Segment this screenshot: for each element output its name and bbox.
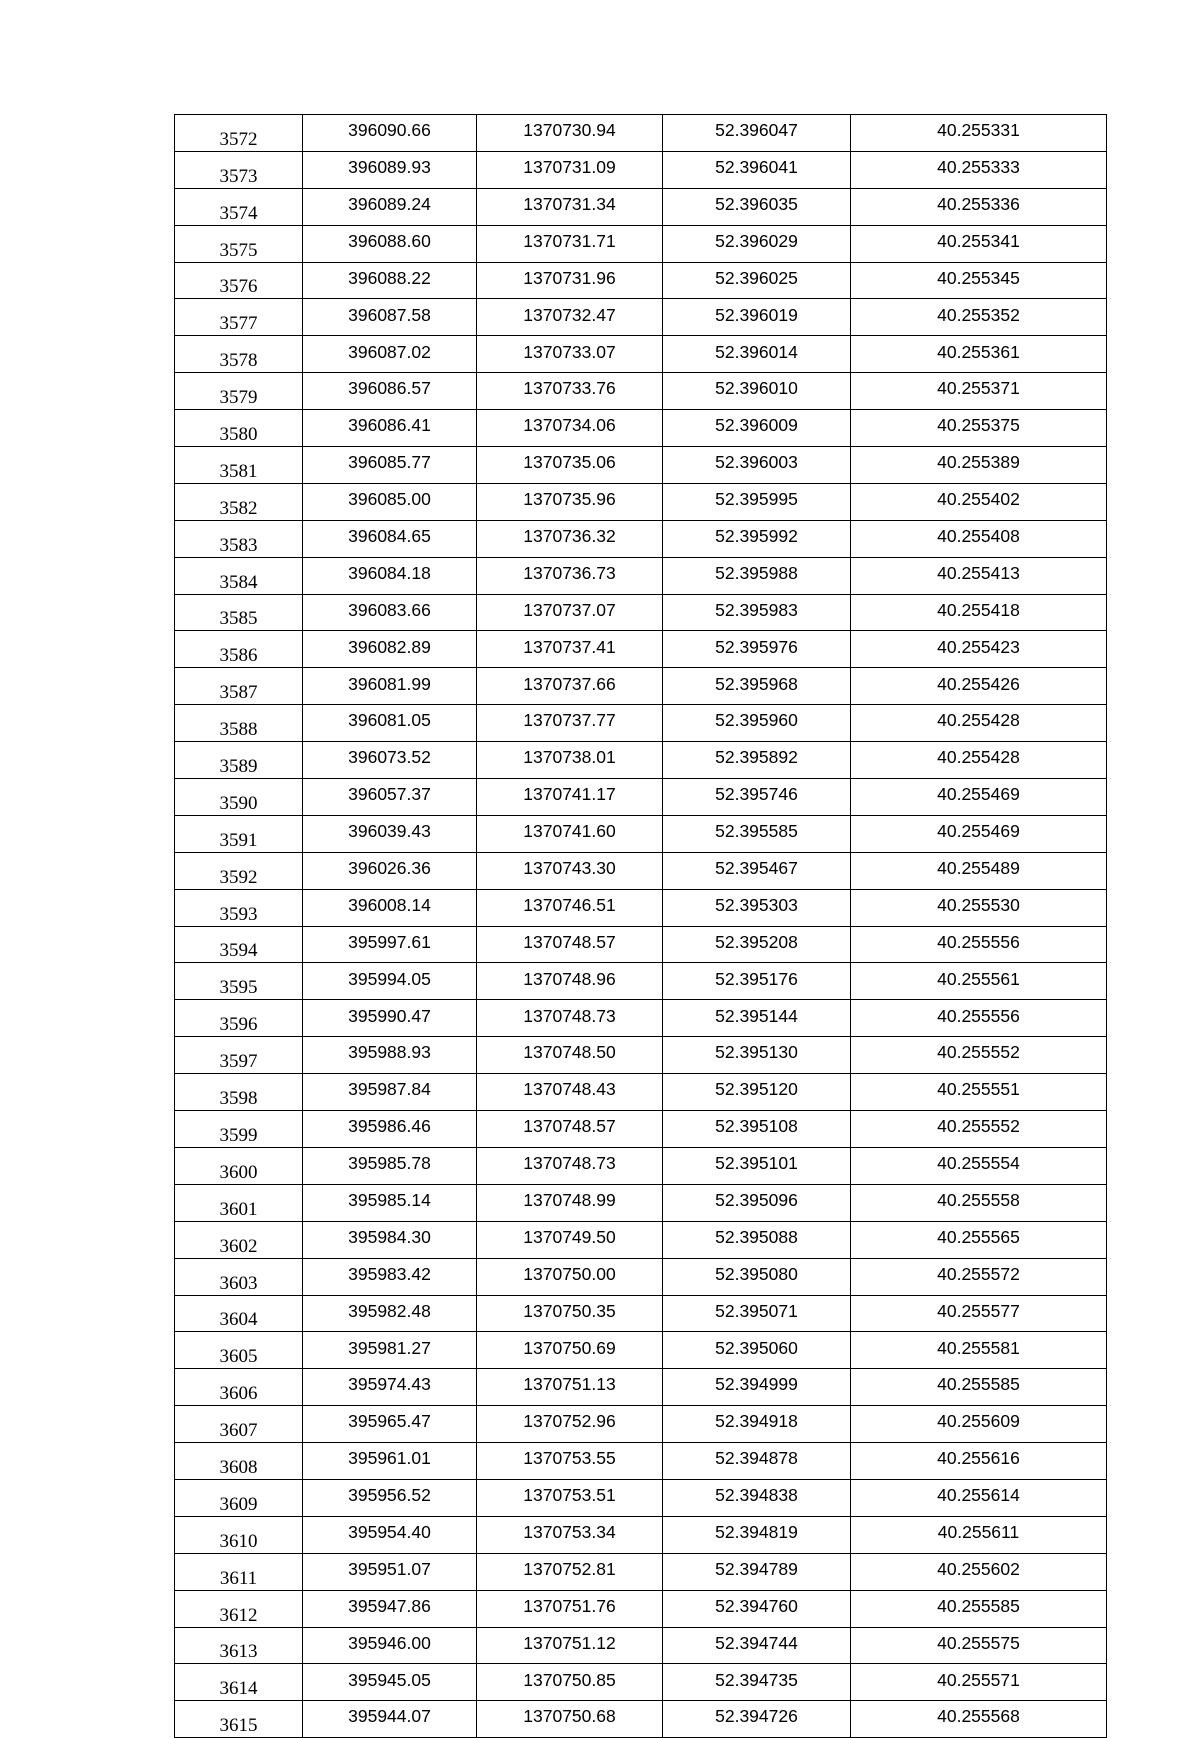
y-coordinate-cell: 1370733.76 (477, 373, 663, 410)
table-row (175, 779, 1107, 816)
y-coordinate-cell: 1370753.51 (477, 1479, 663, 1516)
x-coordinate-cell: 395965.47 (303, 1406, 477, 1443)
latitude-cell: 52.395130 (663, 1037, 851, 1074)
y-coordinate-cell: 1370737.07 (477, 594, 663, 631)
point-number-cell: 3579 (175, 373, 303, 410)
latitude-cell: 52.395988 (663, 557, 851, 594)
table-row (175, 926, 1107, 963)
y-coordinate-cell: 1370733.07 (477, 336, 663, 373)
latitude-cell: 52.396041 (663, 151, 851, 188)
longitude-cell: 40.255585 (851, 1369, 1107, 1406)
y-coordinate-cell: 1370746.51 (477, 889, 663, 926)
longitude-cell: 40.255345 (851, 262, 1107, 299)
x-coordinate-cell: 395994.05 (303, 963, 477, 1000)
latitude-cell: 52.394819 (663, 1516, 851, 1553)
latitude-cell: 52.396003 (663, 447, 851, 484)
table-row (175, 1701, 1107, 1738)
x-coordinate-cell: 396088.22 (303, 262, 477, 299)
point-number-cell: 3573 (175, 151, 303, 188)
x-coordinate-cell: 396057.37 (303, 779, 477, 816)
latitude-cell: 52.396019 (663, 299, 851, 336)
latitude-cell: 52.395088 (663, 1221, 851, 1258)
point-number-cell: 3606 (175, 1369, 303, 1406)
x-coordinate-cell: 396026.36 (303, 852, 477, 889)
x-coordinate-cell: 396084.18 (303, 557, 477, 594)
table-row (175, 336, 1107, 373)
x-coordinate-cell: 395990.47 (303, 1000, 477, 1037)
x-coordinate-cell: 395956.52 (303, 1479, 477, 1516)
latitude-cell: 52.395176 (663, 963, 851, 1000)
latitude-cell: 52.395976 (663, 631, 851, 668)
x-coordinate-cell: 396083.66 (303, 594, 477, 631)
y-coordinate-cell: 1370751.12 (477, 1627, 663, 1664)
x-coordinate-cell: 396081.05 (303, 705, 477, 742)
longitude-cell: 40.255361 (851, 336, 1107, 373)
x-coordinate-cell: 395982.48 (303, 1295, 477, 1332)
table-row (175, 373, 1107, 410)
y-coordinate-cell: 1370753.55 (477, 1443, 663, 1480)
point-number-cell: 3587 (175, 668, 303, 705)
latitude-cell: 52.395983 (663, 594, 851, 631)
table-row (175, 1369, 1107, 1406)
table-row (175, 115, 1107, 152)
table-row (175, 852, 1107, 889)
table-row (175, 410, 1107, 447)
table-row (175, 1664, 1107, 1701)
longitude-cell: 40.255609 (851, 1406, 1107, 1443)
table-row (175, 299, 1107, 336)
latitude-cell: 52.395467 (663, 852, 851, 889)
x-coordinate-cell: 395985.14 (303, 1184, 477, 1221)
table-row (175, 1590, 1107, 1627)
point-number-cell: 3594 (175, 926, 303, 963)
point-number-cell: 3586 (175, 631, 303, 668)
x-coordinate-cell: 395985.78 (303, 1147, 477, 1184)
table-row (175, 1221, 1107, 1258)
point-number-cell: 3598 (175, 1074, 303, 1111)
x-coordinate-cell: 395954.40 (303, 1516, 477, 1553)
longitude-cell: 40.255581 (851, 1332, 1107, 1369)
y-coordinate-cell: 1370734.06 (477, 410, 663, 447)
longitude-cell: 40.255469 (851, 779, 1107, 816)
y-coordinate-cell: 1370748.57 (477, 1111, 663, 1148)
latitude-cell: 52.395303 (663, 889, 851, 926)
point-number-cell: 3615 (175, 1701, 303, 1738)
longitude-cell: 40.255341 (851, 225, 1107, 262)
point-number-cell: 3609 (175, 1479, 303, 1516)
table-row (175, 1000, 1107, 1037)
longitude-cell: 40.255556 (851, 926, 1107, 963)
longitude-cell: 40.255551 (851, 1074, 1107, 1111)
y-coordinate-cell: 1370748.43 (477, 1074, 663, 1111)
longitude-cell: 40.255611 (851, 1516, 1107, 1553)
longitude-cell: 40.255571 (851, 1664, 1107, 1701)
point-number-cell: 3605 (175, 1332, 303, 1369)
table-row (175, 225, 1107, 262)
table-row (175, 1406, 1107, 1443)
y-coordinate-cell: 1370748.73 (477, 1147, 663, 1184)
latitude-cell: 52.395968 (663, 668, 851, 705)
longitude-cell: 40.255371 (851, 373, 1107, 410)
x-coordinate-cell: 395987.84 (303, 1074, 477, 1111)
table-row (175, 631, 1107, 668)
point-number-cell: 3590 (175, 779, 303, 816)
table-row (175, 151, 1107, 188)
point-number-cell: 3580 (175, 410, 303, 447)
y-coordinate-cell: 1370752.96 (477, 1406, 663, 1443)
table-row (175, 668, 1107, 705)
x-coordinate-cell: 396081.99 (303, 668, 477, 705)
y-coordinate-cell: 1370748.96 (477, 963, 663, 1000)
table-row (175, 1516, 1107, 1553)
latitude-cell: 52.394726 (663, 1701, 851, 1738)
table-row (175, 1258, 1107, 1295)
point-number-cell: 3592 (175, 852, 303, 889)
y-coordinate-cell: 1370731.96 (477, 262, 663, 299)
y-coordinate-cell: 1370735.96 (477, 483, 663, 520)
point-number-cell: 3584 (175, 557, 303, 594)
x-coordinate-cell: 396039.43 (303, 815, 477, 852)
latitude-cell: 52.395101 (663, 1147, 851, 1184)
table-row (175, 1074, 1107, 1111)
y-coordinate-cell: 1370737.77 (477, 705, 663, 742)
longitude-cell: 40.255336 (851, 188, 1107, 225)
point-number-cell: 3585 (175, 594, 303, 631)
latitude-cell: 52.395208 (663, 926, 851, 963)
y-coordinate-cell: 1370748.50 (477, 1037, 663, 1074)
coordinates-table-body (175, 115, 1107, 1738)
x-coordinate-cell: 396086.41 (303, 410, 477, 447)
longitude-cell: 40.255389 (851, 447, 1107, 484)
table-row (175, 594, 1107, 631)
longitude-cell: 40.255413 (851, 557, 1107, 594)
y-coordinate-cell: 1370750.00 (477, 1258, 663, 1295)
y-coordinate-cell: 1370730.94 (477, 115, 663, 152)
longitude-cell: 40.255602 (851, 1553, 1107, 1590)
x-coordinate-cell: 395974.43 (303, 1369, 477, 1406)
y-coordinate-cell: 1370731.34 (477, 188, 663, 225)
latitude-cell: 52.395060 (663, 1332, 851, 1369)
longitude-cell: 40.255408 (851, 520, 1107, 557)
longitude-cell: 40.255331 (851, 115, 1107, 152)
latitude-cell: 52.396047 (663, 115, 851, 152)
latitude-cell: 52.394789 (663, 1553, 851, 1590)
x-coordinate-cell: 395945.05 (303, 1664, 477, 1701)
y-coordinate-cell: 1370750.69 (477, 1332, 663, 1369)
latitude-cell: 52.394760 (663, 1590, 851, 1627)
longitude-cell: 40.255423 (851, 631, 1107, 668)
x-coordinate-cell: 396089.93 (303, 151, 477, 188)
x-coordinate-cell: 395981.27 (303, 1332, 477, 1369)
longitude-cell: 40.255568 (851, 1701, 1107, 1738)
point-number-cell: 3581 (175, 447, 303, 484)
x-coordinate-cell: 395944.07 (303, 1701, 477, 1738)
table-row (175, 1479, 1107, 1516)
table-row (175, 262, 1107, 299)
point-number-cell: 3595 (175, 963, 303, 1000)
latitude-cell: 52.396009 (663, 410, 851, 447)
longitude-cell: 40.255554 (851, 1147, 1107, 1184)
y-coordinate-cell: 1370741.17 (477, 779, 663, 816)
point-number-cell: 3577 (175, 299, 303, 336)
y-coordinate-cell: 1370751.13 (477, 1369, 663, 1406)
y-coordinate-cell: 1370753.34 (477, 1516, 663, 1553)
latitude-cell: 52.395746 (663, 779, 851, 816)
table-row (175, 705, 1107, 742)
x-coordinate-cell: 396082.89 (303, 631, 477, 668)
x-coordinate-cell: 396087.02 (303, 336, 477, 373)
latitude-cell: 52.395071 (663, 1295, 851, 1332)
latitude-cell: 52.395080 (663, 1258, 851, 1295)
point-number-cell: 3611 (175, 1553, 303, 1590)
point-number-cell: 3583 (175, 520, 303, 557)
longitude-cell: 40.255352 (851, 299, 1107, 336)
y-coordinate-cell: 1370748.73 (477, 1000, 663, 1037)
point-number-cell: 3601 (175, 1184, 303, 1221)
x-coordinate-cell: 396090.66 (303, 115, 477, 152)
x-coordinate-cell: 395961.01 (303, 1443, 477, 1480)
latitude-cell: 52.394838 (663, 1479, 851, 1516)
longitude-cell: 40.255616 (851, 1443, 1107, 1480)
table-row (175, 815, 1107, 852)
latitude-cell: 52.395144 (663, 1000, 851, 1037)
table-row (175, 1553, 1107, 1590)
x-coordinate-cell: 396084.65 (303, 520, 477, 557)
y-coordinate-cell: 1370735.06 (477, 447, 663, 484)
point-number-cell: 3589 (175, 742, 303, 779)
latitude-cell: 52.396014 (663, 336, 851, 373)
table-row (175, 188, 1107, 225)
longitude-cell: 40.255402 (851, 483, 1107, 520)
table-row (175, 742, 1107, 779)
longitude-cell: 40.255428 (851, 742, 1107, 779)
table-row (175, 1627, 1107, 1664)
x-coordinate-cell: 395997.61 (303, 926, 477, 963)
longitude-cell: 40.255418 (851, 594, 1107, 631)
latitude-cell: 52.394744 (663, 1627, 851, 1664)
x-coordinate-cell: 396085.00 (303, 483, 477, 520)
point-number-cell: 3612 (175, 1590, 303, 1627)
table-row (175, 1037, 1107, 1074)
latitude-cell: 52.395096 (663, 1184, 851, 1221)
y-coordinate-cell: 1370736.32 (477, 520, 663, 557)
point-number-cell: 3607 (175, 1406, 303, 1443)
longitude-cell: 40.255561 (851, 963, 1107, 1000)
longitude-cell: 40.255375 (851, 410, 1107, 447)
x-coordinate-cell: 396088.60 (303, 225, 477, 262)
y-coordinate-cell: 1370731.09 (477, 151, 663, 188)
table-row (175, 963, 1107, 1000)
point-number-cell: 3576 (175, 262, 303, 299)
latitude-cell: 52.394918 (663, 1406, 851, 1443)
table-row (175, 557, 1107, 594)
table-row (175, 889, 1107, 926)
point-number-cell: 3582 (175, 483, 303, 520)
x-coordinate-cell: 396085.77 (303, 447, 477, 484)
longitude-cell: 40.255614 (851, 1479, 1107, 1516)
latitude-cell: 52.395992 (663, 520, 851, 557)
point-number-cell: 3602 (175, 1221, 303, 1258)
longitude-cell: 40.255558 (851, 1184, 1107, 1221)
latitude-cell: 52.396035 (663, 188, 851, 225)
longitude-cell: 40.255565 (851, 1221, 1107, 1258)
y-coordinate-cell: 1370731.71 (477, 225, 663, 262)
y-coordinate-cell: 1370732.47 (477, 299, 663, 336)
point-number-cell: 3588 (175, 705, 303, 742)
y-coordinate-cell: 1370748.99 (477, 1184, 663, 1221)
table-row (175, 1443, 1107, 1480)
latitude-cell: 52.396010 (663, 373, 851, 410)
longitude-cell: 40.255489 (851, 852, 1107, 889)
y-coordinate-cell: 1370750.35 (477, 1295, 663, 1332)
longitude-cell: 40.255469 (851, 815, 1107, 852)
longitude-cell: 40.255577 (851, 1295, 1107, 1332)
latitude-cell: 52.394999 (663, 1369, 851, 1406)
table-row (175, 1147, 1107, 1184)
y-coordinate-cell: 1370741.60 (477, 815, 663, 852)
table-row (175, 1332, 1107, 1369)
x-coordinate-cell: 395947.86 (303, 1590, 477, 1627)
y-coordinate-cell: 1370752.81 (477, 1553, 663, 1590)
latitude-cell: 52.395960 (663, 705, 851, 742)
point-number-cell: 3593 (175, 889, 303, 926)
x-coordinate-cell: 395986.46 (303, 1111, 477, 1148)
table-row (175, 1295, 1107, 1332)
longitude-cell: 40.255575 (851, 1627, 1107, 1664)
point-number-cell: 3603 (175, 1258, 303, 1295)
latitude-cell: 52.395892 (663, 742, 851, 779)
latitude-cell: 52.396029 (663, 225, 851, 262)
y-coordinate-cell: 1370737.41 (477, 631, 663, 668)
x-coordinate-cell: 395946.00 (303, 1627, 477, 1664)
y-coordinate-cell: 1370737.66 (477, 668, 663, 705)
latitude-cell: 52.395585 (663, 815, 851, 852)
x-coordinate-cell: 396073.52 (303, 742, 477, 779)
x-coordinate-cell: 396087.58 (303, 299, 477, 336)
point-number-cell: 3600 (175, 1147, 303, 1184)
longitude-cell: 40.255530 (851, 889, 1107, 926)
x-coordinate-cell: 395983.42 (303, 1258, 477, 1295)
y-coordinate-cell: 1370743.30 (477, 852, 663, 889)
table-row (175, 447, 1107, 484)
longitude-cell: 40.255426 (851, 668, 1107, 705)
latitude-cell: 52.395108 (663, 1111, 851, 1148)
point-number-cell: 3572 (175, 115, 303, 152)
latitude-cell: 52.394878 (663, 1443, 851, 1480)
table-row (175, 1111, 1107, 1148)
point-number-cell: 3591 (175, 815, 303, 852)
x-coordinate-cell: 395984.30 (303, 1221, 477, 1258)
point-number-cell: 3608 (175, 1443, 303, 1480)
point-number-cell: 3575 (175, 225, 303, 262)
point-number-cell: 3599 (175, 1111, 303, 1148)
point-number-cell: 3613 (175, 1627, 303, 1664)
longitude-cell: 40.255552 (851, 1037, 1107, 1074)
x-coordinate-cell: 396086.57 (303, 373, 477, 410)
x-coordinate-cell: 396008.14 (303, 889, 477, 926)
latitude-cell: 52.395995 (663, 483, 851, 520)
point-number-cell: 3596 (175, 1000, 303, 1037)
point-number-cell: 3574 (175, 188, 303, 225)
point-number-cell: 3614 (175, 1664, 303, 1701)
point-number-cell: 3604 (175, 1295, 303, 1332)
x-coordinate-cell: 396089.24 (303, 188, 477, 225)
point-number-cell: 3610 (175, 1516, 303, 1553)
table-row (175, 520, 1107, 557)
longitude-cell: 40.255585 (851, 1590, 1107, 1627)
latitude-cell: 52.394735 (663, 1664, 851, 1701)
longitude-cell: 40.255428 (851, 705, 1107, 742)
y-coordinate-cell: 1370750.68 (477, 1701, 663, 1738)
latitude-cell: 52.396025 (663, 262, 851, 299)
y-coordinate-cell: 1370751.76 (477, 1590, 663, 1627)
longitude-cell: 40.255552 (851, 1111, 1107, 1148)
coordinates-table (174, 114, 1107, 1738)
y-coordinate-cell: 1370750.85 (477, 1664, 663, 1701)
y-coordinate-cell: 1370736.73 (477, 557, 663, 594)
y-coordinate-cell: 1370738.01 (477, 742, 663, 779)
y-coordinate-cell: 1370748.57 (477, 926, 663, 963)
table-row (175, 483, 1107, 520)
table-row (175, 1184, 1107, 1221)
latitude-cell: 52.395120 (663, 1074, 851, 1111)
y-coordinate-cell: 1370749.50 (477, 1221, 663, 1258)
longitude-cell: 40.255333 (851, 151, 1107, 188)
longitude-cell: 40.255572 (851, 1258, 1107, 1295)
x-coordinate-cell: 395988.93 (303, 1037, 477, 1074)
point-number-cell: 3597 (175, 1037, 303, 1074)
point-number-cell: 3578 (175, 336, 303, 373)
x-coordinate-cell: 395951.07 (303, 1553, 477, 1590)
longitude-cell: 40.255556 (851, 1000, 1107, 1037)
